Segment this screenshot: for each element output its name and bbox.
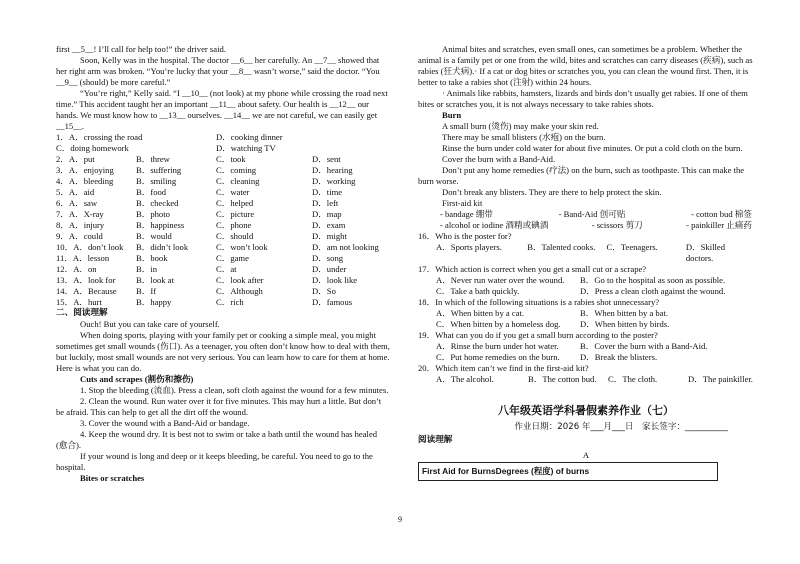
passage-line-1: Ouch! But you can take care of yourself.	[80, 319, 220, 329]
burns-title-box: First Aid for BurnsDegrees (程度) of burns	[418, 462, 718, 481]
kit-item: - scissors 剪刀	[591, 220, 643, 230]
option: D．song	[312, 253, 344, 263]
option: B．Cover the burn with a Band-Aid.	[580, 341, 708, 351]
question-17: 17．Which action is correct when you get a small cut or a scrape?	[418, 264, 647, 274]
option: 3．A．enjoying	[56, 165, 114, 175]
q19-options-row1	[418, 341, 754, 352]
option: C．should	[216, 231, 254, 241]
burn-line-6: Don’t break any blisters. They are there to help protect the skin.	[442, 187, 662, 197]
question-20: 20．Which item can’t we find in the first-aid kit?	[418, 363, 589, 373]
q16-options	[418, 242, 754, 264]
option: D．left	[312, 198, 339, 208]
burn-line-5: Don’t put any home remedies (疗法) on the burn, such as toothpaste. This can make the burn worse.	[418, 165, 745, 186]
cuts-step-2: 2. Clean the wound. Run water over it for five minutes. This may hurt a little. But don’t be afraid. This can help to get all the dirt off the wound.	[56, 396, 382, 417]
option: A．Never run water over the wound.	[436, 275, 565, 285]
option: C．helped	[216, 198, 254, 208]
passage-label-a: A	[582, 450, 590, 460]
option-row	[56, 242, 390, 253]
option: C．coming	[216, 165, 257, 175]
option-row	[56, 231, 390, 242]
option: C．rich	[216, 297, 244, 307]
q20-options	[418, 374, 754, 385]
kit-row-2	[418, 220, 754, 231]
option: D．When bitten by birds.	[580, 319, 670, 329]
option: D．cooking dinner	[216, 132, 283, 142]
option: A．Rinse the burn under hot water.	[436, 341, 559, 351]
option: D．working	[312, 176, 356, 186]
option: B．If	[136, 286, 157, 296]
option: 4．A．bleeding	[56, 176, 114, 186]
kit-item: - painkiller 止痛药	[686, 220, 752, 230]
option: D．Break the blisters.	[580, 352, 658, 362]
option: B．Go to the hospital as soon as possible.	[580, 275, 726, 285]
option: B．smiling	[136, 176, 177, 186]
option: C．Although	[216, 286, 263, 296]
option: D．The painkiller.	[688, 374, 753, 384]
kit-title: First-aid kit	[442, 198, 483, 208]
homework-section-reading: 阅读理解	[418, 435, 453, 445]
burn-line-1: A small burn (烫伤) may make your skin red.	[442, 121, 599, 131]
option: 1．A．crossing the road	[56, 132, 143, 142]
option: C．at	[216, 264, 237, 274]
option: B．photo	[136, 209, 170, 219]
option: 8．A．injury	[56, 220, 105, 230]
option: D．under	[312, 264, 347, 274]
burn-line-3: Rinse the burn under cold water for about five minutes. Or put a cold cloth on the burn.	[442, 143, 743, 153]
option: B．The cotton bud.	[528, 374, 597, 384]
option-row	[56, 297, 390, 308]
option-row	[56, 253, 390, 264]
q18-options-row2	[418, 319, 754, 330]
cloze-options	[56, 132, 390, 308]
page-number: 9	[398, 515, 402, 524]
option-row	[56, 154, 390, 165]
option-row	[56, 220, 390, 231]
option: D．sent	[312, 154, 341, 164]
burn-heading: Burn	[442, 110, 462, 120]
option: C．cleaning	[216, 176, 260, 186]
option: C．When bitten by a homeless dog.	[436, 319, 561, 329]
option: D．am not looking	[312, 242, 379, 252]
option: A．Sports players.	[436, 242, 502, 252]
option: C．water	[216, 187, 250, 197]
option: D．map	[312, 209, 342, 219]
option: B．When bitten by a bat.	[580, 308, 669, 318]
q18-options-row1	[418, 308, 754, 319]
option: A．The alcohol.	[436, 374, 494, 384]
cloze-para-3: “You’re right,” Kelly said. “I __10__ (not look) at my phone while crossing the road next time.” This accident taught her an important __11__ about safety. Our health is __12__ our hands. We must know how to __13__ ourselves. __14__ we are not careful, we can easily get __15__.	[56, 88, 388, 131]
option: B．Talented cooks.	[527, 242, 596, 252]
right-column	[418, 44, 754, 481]
option: C．doing homework	[56, 143, 129, 153]
option: C．look after	[216, 275, 264, 285]
option: C．took	[216, 154, 246, 164]
question-16: 16．Who is the poster for?	[418, 231, 512, 241]
cloze-para-2: Soon, Kelly was in the hospital. The doctor __6__ her carefully. An __7__ showed that her right arm was broken. “You’re lucky that your __8__ wasn’t worse,” said the doctor. “You __9__ (should) be more careful.”	[56, 55, 380, 87]
option: B．look at	[136, 275, 174, 285]
option-row	[56, 165, 390, 176]
option: C．game	[216, 253, 249, 263]
option: 5．A．aid	[56, 187, 95, 197]
option: B．happiness	[136, 220, 185, 230]
option: B．book	[136, 253, 168, 263]
q17-options-row2	[418, 286, 754, 297]
option: 10．A．don’t look	[56, 242, 124, 252]
option: B．checked	[136, 198, 179, 208]
option: 7．A．X-ray	[56, 209, 104, 219]
option: 14．A．Because	[56, 286, 117, 296]
kit-item: - bandage 绷带	[440, 209, 493, 219]
option-row	[56, 198, 390, 209]
burn-line-2: There may be small blisters (水疱) on the burn.	[442, 132, 606, 142]
option: C．Teenagers.	[606, 242, 658, 252]
passage-para-2: When doing sports, playing with your family pet or cooking a simple meal, you might sometimes get small wounds (伤口). As a teenager, you often don’t know how to deal with them, but luckily, most small wounds are not very serious. You can learn how to care for them at home. Here is what you can do.	[56, 330, 390, 373]
cuts-step-3: 3. Cover the wound with a Band-Aid or bandage.	[80, 418, 250, 428]
option: 12．A．on	[56, 264, 97, 274]
option: 13．A．look for	[56, 275, 116, 285]
option: C．phone	[216, 220, 252, 230]
option-row	[56, 143, 390, 154]
option: 11．A．lesson	[56, 253, 110, 263]
homework-title: 八年级英语学科暑假素养作业（七）	[498, 404, 674, 417]
option: C．picture	[216, 209, 255, 219]
kit-item: - alcohol or iodine 酒精或碘酒	[440, 220, 549, 230]
option: C．The cloth.	[608, 374, 658, 384]
cuts-step-4: 4. Keep the wound dry. It is best not to swim or take a bath until the wound has healed (愈合).	[56, 429, 378, 450]
option: D．Skilled doctors.	[685, 242, 725, 263]
option: D．famous	[312, 297, 353, 307]
option: B．didn’t look	[136, 242, 189, 252]
option: C．won’t look	[216, 242, 268, 252]
option: 2．A．put	[56, 154, 95, 164]
option: D．time	[312, 187, 343, 197]
question-18: 18．In which of the following situations is a rabies shot unnecessary?	[418, 297, 660, 307]
bites-para-1: Animal bites and scratches, even small ones, can sometimes be a problem. Whether the animal is a family pet or one from the wild, bites and scratches can carry diseases (疾病), such as rabies (狂犬病).· If a cat or dog bites or scratches you, you can clean the wound first. Then, it is better to take a rabies shot (注射) within 24 hours.	[418, 44, 753, 87]
option: D．watching TV	[216, 143, 276, 153]
cuts-heading: Cuts and scrapes (割伤和擦伤)	[80, 374, 194, 384]
option: D．So	[312, 286, 336, 296]
option: D．Press a clean cloth against the wound.	[580, 286, 726, 296]
cuts-step-1: 1. Stop the bleeding (流血). Press a clean, soft cloth against the wound for a few minutes.	[80, 385, 389, 395]
option: D．hearing	[312, 165, 353, 175]
kit-item: - Band-Aid 创可贴	[558, 209, 626, 219]
bites-heading: Bites or scratches	[80, 473, 145, 483]
option: C．Take a bath quickly.	[436, 286, 520, 296]
option: A．When bitten by a cat.	[436, 308, 525, 318]
option: B．food	[136, 187, 167, 197]
option-row	[56, 132, 390, 143]
cuts-note: If your wound is long and deep or it keeps bleeding, be careful. You need to go to the hospital.	[56, 451, 373, 472]
option-row	[56, 176, 390, 187]
option: B．would	[136, 231, 172, 241]
option-row	[56, 264, 390, 275]
option: D．look like	[312, 275, 358, 285]
burn-line-4: Cover the burn with a Band-Aid.	[442, 154, 556, 164]
bites-para-2: · Animals like rabbits, hamsters, lizards and birds don’t usually get rabies. If one of them bites or scratches you, it is not always necessary to take rabies shots.	[418, 88, 748, 109]
option: 15．A．hurt	[56, 297, 102, 307]
kit-item: - cotton bud 棉签	[691, 209, 752, 219]
option: C．Put home remedies on the burn.	[436, 352, 560, 362]
option-row	[56, 286, 390, 297]
option: B．suffering	[136, 165, 182, 175]
option: 9．A．could	[56, 231, 103, 241]
q19-options-row2	[418, 352, 754, 363]
option-row	[56, 275, 390, 286]
option-row	[56, 187, 390, 198]
option: B．threw	[136, 154, 170, 164]
section-heading-reading: 二、阅读理解	[56, 308, 108, 318]
question-19: 19．What can you do if you get a small burn according to the poster?	[418, 330, 658, 340]
option: 6．A．saw	[56, 198, 98, 208]
option: D．exam	[312, 220, 346, 230]
q17-options-row1	[418, 275, 754, 286]
homework-date-signature: 作业日期：2026 年___月___日 家长签字：__________	[514, 422, 728, 432]
option: B．in	[136, 264, 158, 274]
cloze-line-1: first __5__! I’ll call for help too!” the driver said.	[56, 44, 226, 54]
option-row	[56, 209, 390, 220]
kit-row-1	[418, 209, 754, 220]
option: D．might	[312, 231, 347, 241]
left-column	[56, 44, 390, 484]
option: B．happy	[136, 297, 172, 307]
